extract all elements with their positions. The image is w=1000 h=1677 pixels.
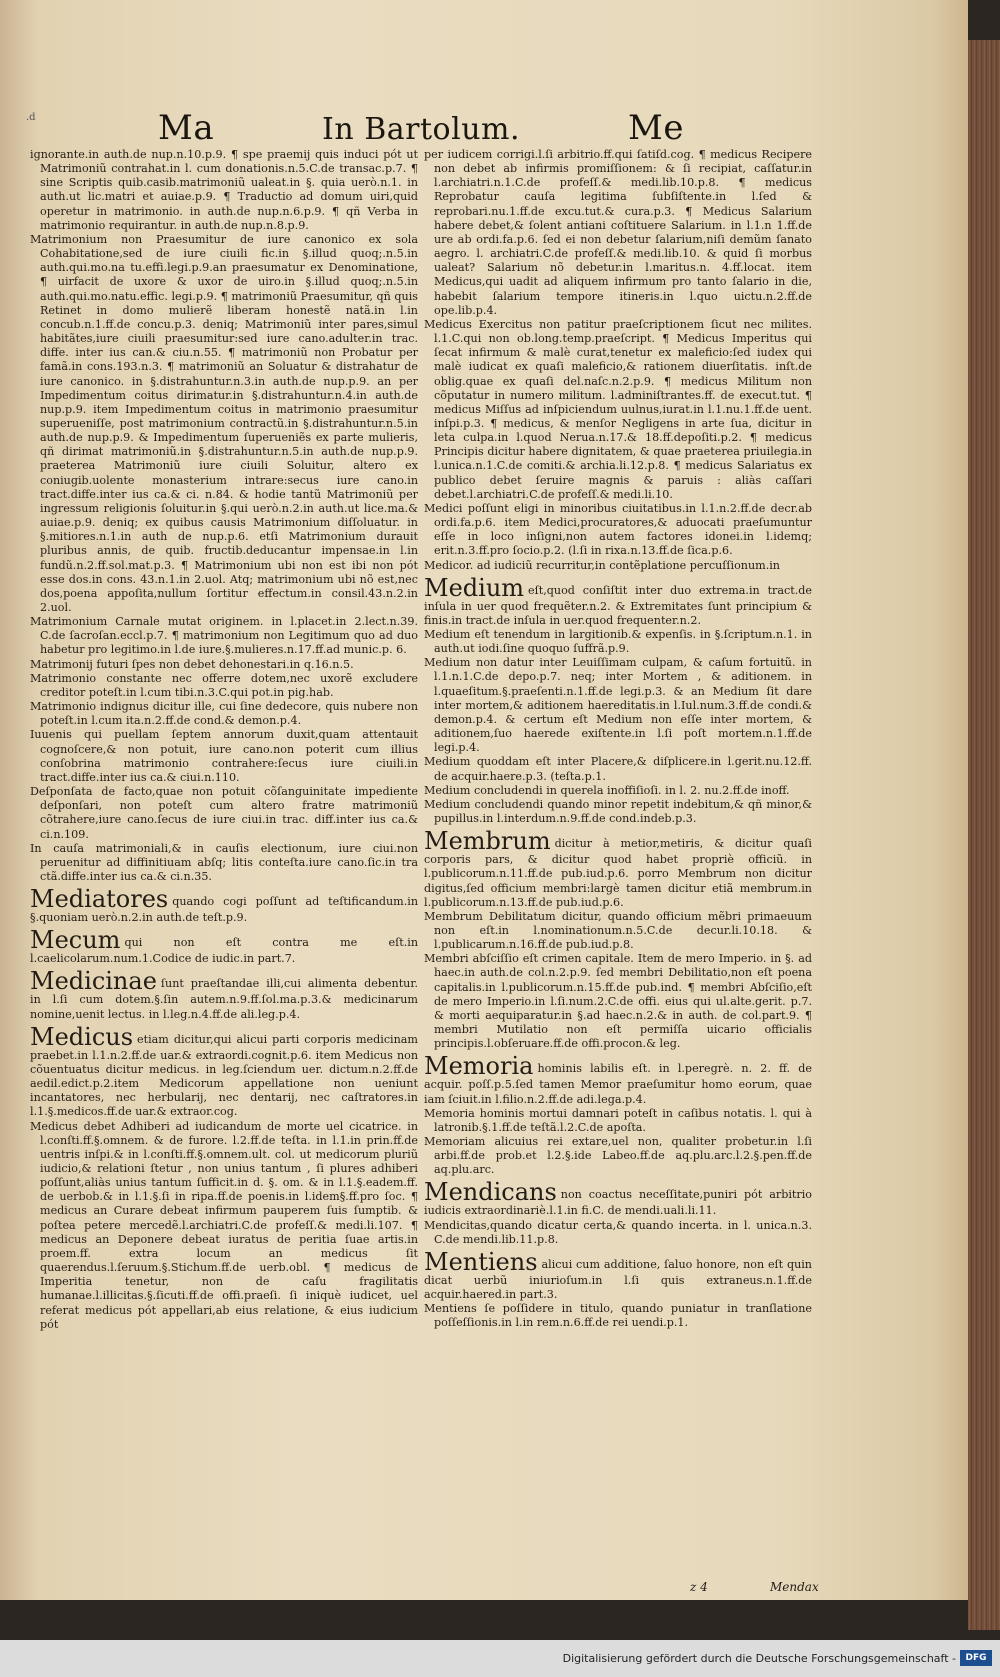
- entry-text: eſt,quod conſiſtit inter duo extrema.in tract.de inſula in uer quod frequẽter.n.2. & Extremitates ſunt principium & finis.in tract.de inſula in uer.quod frequenter.n.2.: [424, 583, 812, 627]
- page-edge-stack: [968, 40, 1000, 1630]
- entry: Membri abſciſſio eſt crimen capitale. Item de mero Imperio. in §. ad haec.in auth.de col.n.2.p.9. ſed membri Debilitatio,non eſt poena capitalis.in l.publicorum.n.15.ff.de pub.ind. ¶ membri Abſciſio,eſt de mero Imperio.in l.ſi.num.2.C.de offi. eius qui ul.alte.gerit. p.7. & morti aequiparatur.in §.ad haec.n.2.& in auth. de col.part.9. ¶ membri Mutilatio non eſt permiſſa uicario officialis principis.l.obſeruare.ff.de offi.procon.& leg.: [424, 952, 812, 1051]
- entry: Medicor. ad iudiciũ recurritur,in contẽplatione percuſſionum.in: [424, 558, 780, 572]
- entry-text: dicitur à metior,metiris, & dicitur quaſi corporis pars, & dicitur quod habet propriè officiũ. in l.publicorum.n.11.ff.de pub.iud.p.6. porro Membrum non dicitur digitus,ſed officium membri:largè tamen dicitur etiã membrum.in l.publicorum.n.13.ff.de pub.iud.p.6.: [424, 837, 812, 909]
- catchword: Mendax: [770, 1580, 819, 1594]
- folio-mark: .d: [26, 112, 36, 123]
- entry-text: alicui cum additione, ſaluo honore, non eſt quin dicat uerbũ iniurioſum.in l.ſi quis extraneus.n.1.ff.de acquir.haered.in part.3.: [424, 1257, 812, 1302]
- entry: Iuuenis qui puellam ſeptem annorum duxit,quam attentauit cognoſcere,& non potuit, iure cano.non poterit cum illius conſobrina matrimonio contrahere:ſecus iure ciuili.in tract.diffe.inter ius ca.& ciui.n.110.: [30, 728, 418, 784]
- entry-text: non coactus neceſſitate,puniri pót arbitrio iudicis extraordinariè.l.1.in fi.C. de mendi.uali.li.11.: [424, 1188, 812, 1218]
- entry: Mendicitas,quando dicatur certa,& quando incerta. in l. unica.n.3. C.de mendi.lib.11.p.8.: [424, 1218, 812, 1246]
- headword-entry: [424, 829, 812, 910]
- headword: Membrum: [424, 827, 551, 856]
- headword-entry: [30, 969, 418, 1021]
- entry: Mentiens ſe poſſidere in titulo, quando puniatur in tranſlatione poſſeſſionis.in l.in rem.n.6.ff.de rei uendi.p.1.: [424, 1302, 812, 1330]
- running-head-left: Ma: [158, 108, 215, 148]
- entry: Matrimonio constante nec offerre dotem,nec uxorẽ excludere creditor poteſt.in l.cum tibi.n.3.C.qui pot.in pig.hab.: [30, 671, 418, 699]
- headword: Mediatores: [30, 885, 169, 914]
- left-column: [30, 148, 418, 1332]
- entry: Matrimonium non Praesumitur de iure canonico ex sola Cohabitatione,sed de iure ciuili fic.in §.illud quoq;.n.5.in auth.qui.mo.na tu.effi.legi.p.9.an praesumatur ex Denominatione, ¶ uirfacit de uxore & uxor de uiro.in §.illud quoq;.n.5.in auth.qui.mo.natu.effic. legi.p.9. ¶ matrimoniũ Praesumitur, qñ quis Retinet in domo mulierẽ liberam honestẽ natã.in l.in concub.n.1.ff.de concu.p.3. deniq; Matrimoniũ inter pares,simul habitãtes,iure ciuili praesumitur:sed iure cano.adulter.in trac. diffe. inter ius can.& ciu.n.55. ¶ matrimoniũ non Probatur per famã.in cons.193.n.3. ¶ matrimoniũ an Soluatur & distrahatur de iure canonico. in §.distrahuntur.n.3.in auth.de nup.p.9. an per Impedimentum coitus dirimatur.in §.distrahuntur.n.4.in auth.de nup.p.9. item Impedimentum coitus in matrimonio praesumitur superueniſſe, post matrimonium contractũ.in §.distrahuntur.n.5.in auth.de nup.p.9. & Impedimentum ſuperueniẽs ex parte mulieris, qñ dirimat matrimoniũ.in §.distrahuntur.n.5.in auth.de nup.p.9. praeterea Matrimoniũ iure ciuili Soluitur, altero ex coniugib.uolente monasterium intrare:secus iure cano.in tract.diffe.inter ius ca.& ci. n.84. & hodie tantũ Matrimoniũ per ingressum religionis ſoluitur.in §.qui uerò.n.2.in auth.ut lice.ma.& auiae.p.9. deniq; ex quibus causis Matrimonium diſſoluatur. in §.mitiores.n.1.in auth de nup.p.6. etſi Matrimonium durauit pluribus annis, de quib. fructib.deducantur impensae.in l.in fundũ.n.2.ff.sol.mat.p.3. ¶ Matrimonium ubi non est ibi non pót esse dos.in cons. 43.n.1.in 2.uol. Atq; matrimonium ubi nõ est,nec dos,poena appoſita,nullum ſortitur effectum.in consil.43.n.2.in 2.uol.: [30, 232, 418, 614]
- entry: In cauſa matrimoniali,& in cauſis electionum, iure ciui.non peruenitur ad diffinitiuam abſq; litis conteſta.iure cano.ſic.in tra ctã.diffe.inter ius ca.& ci.n.35.: [30, 841, 418, 883]
- entry-text: qui non eſt contra me eſt.in l.caelicolarum.num.1.Codice de iudic.in part.7.: [30, 936, 418, 966]
- headword-entry: [424, 1054, 812, 1106]
- entry: Medici poſſunt eligi in minoribus ciuitatibus.in l.1.n.2.ff.de decr.ab ordi.fa.p.6. item Medici,procuratores,& aduocati praeſumuntur eſſe in loco inſigni,non autem factores idonei.in l.idemq; erit.n.3.ff.pro ſocio.p.2. (l.ſi in rixa.n.13.ff.de ſica.p.6.: [424, 501, 812, 558]
- entry: Medium quoddam eſt inter Placere,& diſplicere.in l.gerit.nu.12.ff. de acquir.haere.p.3. (teſta.p.1.: [424, 755, 812, 783]
- running-head-right: Me: [628, 108, 684, 148]
- headword: Mendicans: [424, 1178, 557, 1207]
- entry: Medicus Exercitus non patitur praeſcriptionem ſicut nec milites. l.1.C.qui non ob.long.temp.praeſcript. ¶ Medicus Imperitus qui ſecat infirmum & malè curat,tenetur ex maleficio:ſed iudex qui malè iudicat ex quaſi maleficio,& rationem diuerſitatis. inſt.de oblig.quae ex quaſi del.naſc.n.2.p.9. ¶ medicus Militum non cõputatur in numero militum. l.adminiſtrantes.ff. de execut.tut. ¶ medicus Miſſus ad inſpiciendum uulnus,iurat.in l.1.nu.1.ff.de uent. inſpi.p.3. ¶ medicus, & menſor Negligens in arte ſua, dicitur in leta culpa.in l.quod Nerua.n.17.& 18.ff.depoſiti.p.2. ¶ medicus Principis dicitur habere dignitatem, & quae praeterea priuilegia.in l.unica.n.1.C.de comiti.& archia.li.12.p.8. ¶ medicus Salariatus ex publico debet ſeruire magnis & paruis : aliàs caſſari debet.l.archiatri.C.de profeſſ.& medi.li.10.: [424, 317, 812, 501]
- headword-entry: [30, 928, 418, 966]
- entry-text: quando cogi poſſunt ad teſtificandum.in §.quoniam uerò.n.2.in auth.de teſt.p.9.: [30, 895, 418, 925]
- running-head-title: In Bartolum.: [322, 112, 520, 147]
- headword-entry: [30, 1022, 418, 1120]
- headword-entry: [424, 573, 812, 628]
- headword-entry: [424, 1180, 812, 1218]
- entry: Medicus debet Adhiberi ad iudicandum de morte uel cicatrice. in l.conſti.ff.§.omnem. & de furore. l.2.ff.de teſta. in l.1.in prin.ff.de uentris inſpi.& in l.conſti.ff.§.omnem.ult. col. ut medicorum pluriũ iudicio,& relationi ſtetur , non unius tantum , ſi plures adhiberi poſſunt,aliàs unius tantum ſufficit.in d. §. om. & in l.1.§.eadem.ff. de uerbob.& in l.1.§.ſi in ripa.ff.de poenis.in l.idem§.ff.pro ſoc. ¶ medicus an Curare debeat infirmum pauperem ſuis ſumptib. & poſtea petere mercedẽ.l.archiatri.C.de profeſſ.& medi.li.107. ¶ medicus an Deponere debeat iuratus de peritia ſuae artis.in proem.ff. extra locum an medicus ſit quaerendus.l.ſeruum.§.Stichum.ff.de uerb.obl. ¶ medicus de Imperitia tenetur, non de caſu fragilitatis humanae.l.illicitas.§.ſicuti.ff.de offi.praeſi. ſi iniquè iudicet, uel referat medicus pót appellari,ab eius relatione, & eius iudicium pót: [30, 1119, 418, 1331]
- entry-text: ſunt praeſtandae illi,cui alimenta debentur. in l.ſi cum dotem.§.ſin autem.n.9.ff.ſol.ma.p.3.& medicinarum nomine,uenit lectus. in l.leg.n.4.ff.de ali.leg.p.4.: [30, 977, 418, 1021]
- entry-text: hominis labilis eſt. in l.peregrè. n. 2. ff. de acquir. poſſ.p.5.ſed tamen Memor praeſumitur homo eorum, quae iam ſciuit.in l.filio.n.2.ff.de adi.lega.p.4.: [424, 1062, 812, 1106]
- headword-entry: [30, 887, 418, 925]
- entry: Memoriam alicuius rei extare,uel non, qualiter probetur.in l.ſi arbi.ff.de prob.et l.2.§.ide Labeo.ff.de aq.plu.arc.l.2.§.pen.ff.de aq.plu.arc.: [424, 1135, 812, 1177]
- right-column: [424, 148, 812, 1331]
- headword: Medicinae: [30, 967, 157, 996]
- headword: Medicus: [30, 1022, 134, 1051]
- footer-credit: Digitalisierung gefördert durch die Deutsche Forschungsgemeinschaft -: [562, 1652, 956, 1665]
- entry-text: etiam dicitur,qui alicui parti corporis medicinam praebet.in l.1.n.2.ff.de uar.& extraordi.cognit.p.6. item Medicus non cõuentuatus dicitur medicus. in leg.ſciendum uer. dictum.n.2.ff.de aedil.edict.p.2.item Medicorum appellatione non ueniunt incantatores, nec herbularij, nec dentarij, nec caſtratores.in l.1.§.medicos.ff.de uar.& extraor.cog.: [30, 1032, 418, 1119]
- entry: Membrum Debilitatum dicitur, quando officium mẽbri primaeuum non eſt.in l.nominationum.n.5.C.de decur.li.10.18. & l.publicarum.n.16.ff.de pub.iud.p.8.: [424, 909, 812, 952]
- entry: Medium eſt tenendum in largitionib.& expenſis. in §.ſcriptum.n.1. in auth.ut iodi.ſine quoquo ſuffrã.p.9.: [424, 628, 812, 656]
- entry: Medium concludendi quando minor repetit indebitum,& qñ minor,& pupillus.in l.interdum.n.9.ff.de cond.indeb.p.3.: [424, 797, 812, 826]
- entry: Matrimonio indignus dicitur ille, cui ſine dedecore, quis nubere non poteſt.in l.cum ita.n.2.ff.de cond.& demon.p.4.: [30, 700, 418, 728]
- entry: Matrimonij futuri ſpes non debet dehonestari.in q.16.n.5.: [30, 657, 354, 671]
- entry: Medium concludendi in querela inoffiſioſi. in l. 2. nu.2.ff.de inoff.: [424, 783, 790, 797]
- entry: ignorante.in auth.de nup.n.10.p.9. ¶ spe praemij quis induci pót ut Matrimoniũ contrahat.in l. cum donationis.n.5.C.de transac.p.7. ¶ sine Scriptis quib.casib.matrimoniũ ualeat.in §. quia uerò.n.1. in auth.ut lic.matri et auiae.p.9. ¶ Traductio ad domum uiri,quid operetur in matrimonio. in auth.de nup.n.6.p.9. ¶ qñ Verba in matrimonio requirantur. in auth.de nup.n.8.p.9.: [30, 148, 418, 232]
- headword: Mentiens: [424, 1247, 538, 1276]
- entry: Deſponſata de facto,quae non potuit cõſanguinitate impediente deſponſari, non poteſt cum altero fratre matrimoniũ cõtrahere,iure cano.ſecus de iure ciui.in trac. diff.inter ius ca.& ci.n.109.: [30, 785, 418, 841]
- entry: Matrimonium Carnale mutat originem. in l.placet.in 2.lect.n.39. C.de ſacroſan.eccl.p.7. ¶ matrimonium non Legitimum quo ad duo habetur pro legitimo.in l.de iure.§.mulieres.n.17.ff.ad munic.p. 6.: [30, 615, 418, 657]
- entry: Medium non datur inter Leuiſſimam culpam, & caſum fortuitũ. in l.1.n.1.C.de depo.p.7. neq; inter Mortem , & aditionem. in l.quaeſitum.§.praeſenti.n.1.ff.de legi.p.3. & an Medium ſit dare inter mortem,& aditionem haereditatis.in l.Iul.num.3.ff.de condi.& demon.p.4. & certum eſt Medium non eſſe inter mortem, & aditionem,ſuo haerede exiſtente.in l.ſi poſt mortem.n.1.ff.de legi.p.4.: [424, 656, 812, 755]
- headword: Mecum: [30, 926, 121, 955]
- headword-entry: [424, 1247, 812, 1302]
- headword: Medium: [424, 573, 525, 602]
- entry: per iudicem corrigi.l.ſi arbitrio.ff.qui ſatiſd.cog. ¶ medicus Recipere non debet ab infirmis promiſſionem: & ſi recipiat, caſſatur.in l.archiatri.n.1.C.de profeſſ.& medi.lib.10.p.8. ¶ medicus Reprobatur cauſa legitima ſubſiſtente.in l.ſed & reprobari.nu.1.ff.de excu.tut.& cura.p.3. ¶ Medicus Salarium habere debet,& ſolent antiani coſtituere Salarium. in l.1.n 1.ff.de ure ab ordi.fa.p.6. ſed ei non debetur ſalarium,niſi demũm ſanato aegro. l. archiatri.C.de profeſſ.& medi.lib.10. & quid ſi morbus ualeat? Salarium nõ debetur.in l.maritus.n. 4.ff.locat. item Medicus,qui uadit ad aliquem infirmum pro tanto ſalario in die, habebit ſalarium tempore itineris.in l.quo uictu.n.2.ff.de ope.lib.p.4.: [424, 148, 812, 317]
- signature-mark: z 4: [690, 1580, 708, 1594]
- entry: Memoria hominis mortui damnari poteſt in caſibus notatis. l. qui à latronib.§.1.ff.de teſtã.l.2.C.de apoſta.: [424, 1106, 812, 1134]
- dfg-logo-icon: DFG: [960, 1650, 992, 1666]
- headword: Memoria: [424, 1052, 534, 1081]
